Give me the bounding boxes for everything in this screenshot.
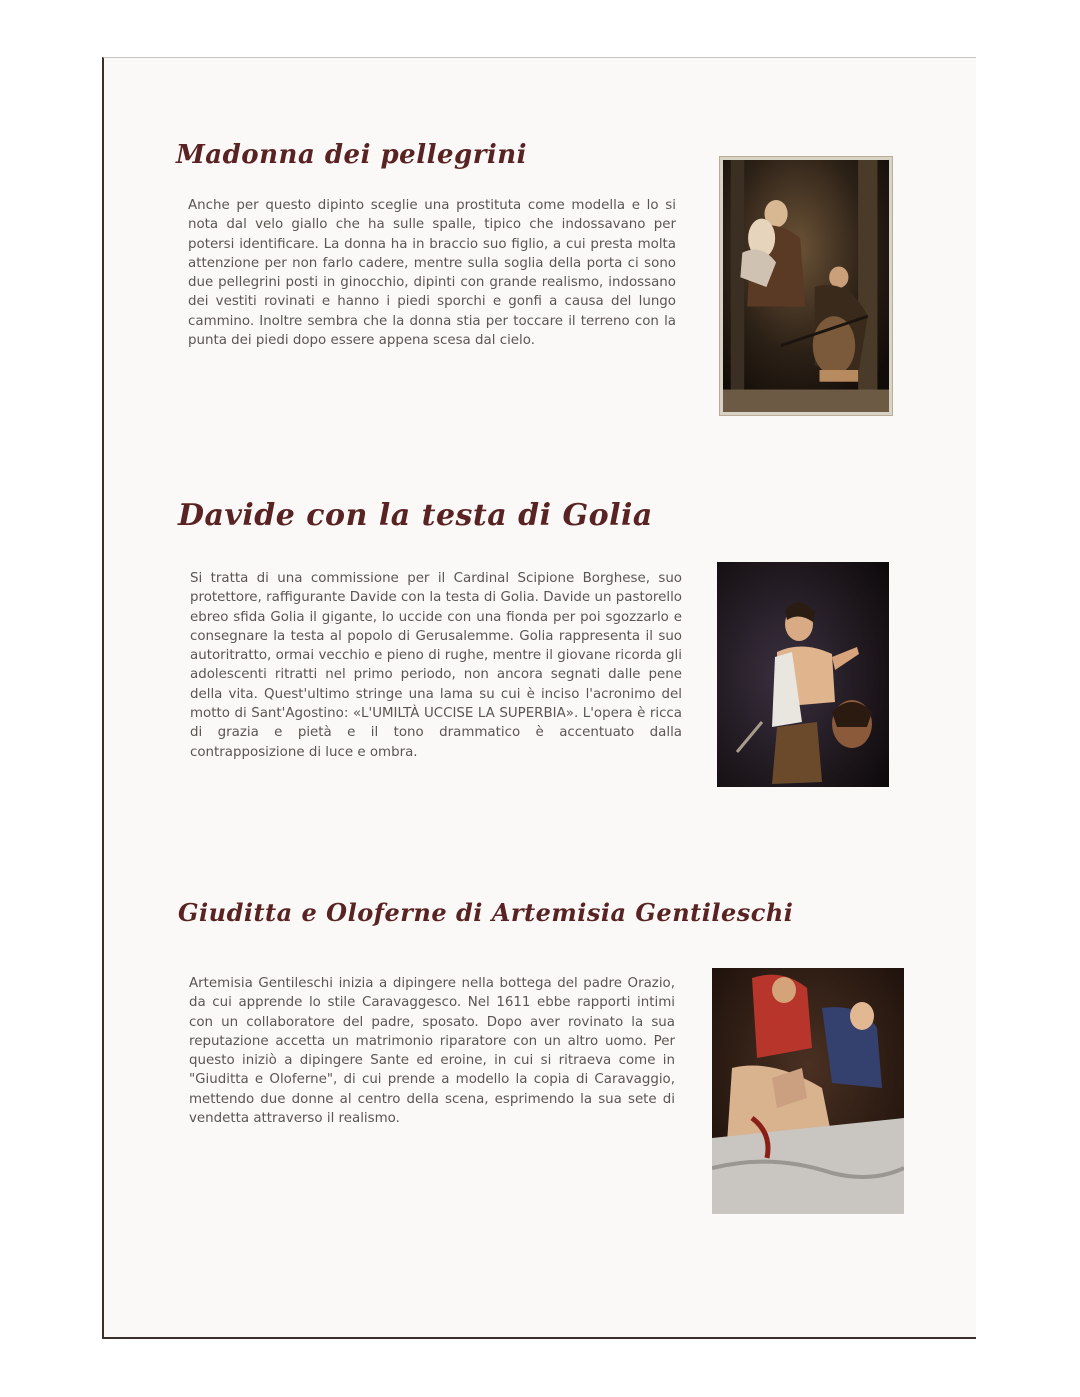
section-title-madonna: Madonna dei pellegrini — [176, 140, 528, 170]
section-text-davide: Si tratta di una commissione per il Cardinal Scipione Borghese, suo protettore, raffigurante Davide con la testa di Golia. Davide un pastorello ebreo sfida Golia il gigante, lo uccide con una fionda per poi sgozzarlo e consegnare la testa al popolo di Gerusalemme. Golia rappresenta il suo autoritratto, ormai vecchio e pieno di rughe, mentre il giovane ricorda gli adolescenti ritratti nel primo periodo, non ancora segnati dalle pene della vita. Quest'ultimo stringe una lama su cui è inciso l'acronimo del motto di Sant'Agostino: «L'UMILTÀ UCCISE LA SUPERBIA». L'opera è ricca di grazia e pietà e il tono drammatico è accentuato dalla contrapposizione di luce e ombra. — [190, 571, 682, 760]
section-text-giuditta: Artemisia Gentileschi inizia a dipingere nella bottega del padre Orazio, da cui apprende lo stile Caravaggesco. Nel 1611 ebbe rapporti intimi con un collaboratore del padre, sposato. Dopo aver rovinato la sua reputazione accetta un matrimonio riparatore con un altro uomo. Per questo iniziò a dipingere Sante ed eroine, in cui si ritraeva come in "Giuditta e Oloferne", di cui prende a modello la copia di Caravaggio, mettendo due donne al centro della scena, esprimendo la sua sete di vendetta attraverso il realismo. — [189, 976, 675, 1127]
section-text-madonna: Anche per questo dipinto sceglie una prostituta come modella e lo si nota dal velo giallo che ha sulle spalle, tipico che indossavano per potersi identificare. La donna ha in braccio suo figlio, a cui presta molta attenzione per non farlo cadere, mentre sulla soglia della porta ci sono due pellegrini posti in ginocchio, dipinti con grande realismo, indossano dei vestiti rovinati e hanno i piedi sporchi e gonfi a causa del lungo cammino. Inoltre sembra che la donna stia per toccare il terreno con la punta dei piedi dopo essere appena scesa dal cielo. — [188, 198, 676, 349]
section-title-davide: Davide con la testa di Golia — [178, 498, 653, 533]
judith-painting — [712, 968, 904, 1214]
david-painting — [717, 562, 889, 787]
madonna-painting — [720, 157, 892, 415]
section-title-giuditta: Giuditta e Oloferne di Artemisia Gentileschi — [178, 898, 794, 927]
